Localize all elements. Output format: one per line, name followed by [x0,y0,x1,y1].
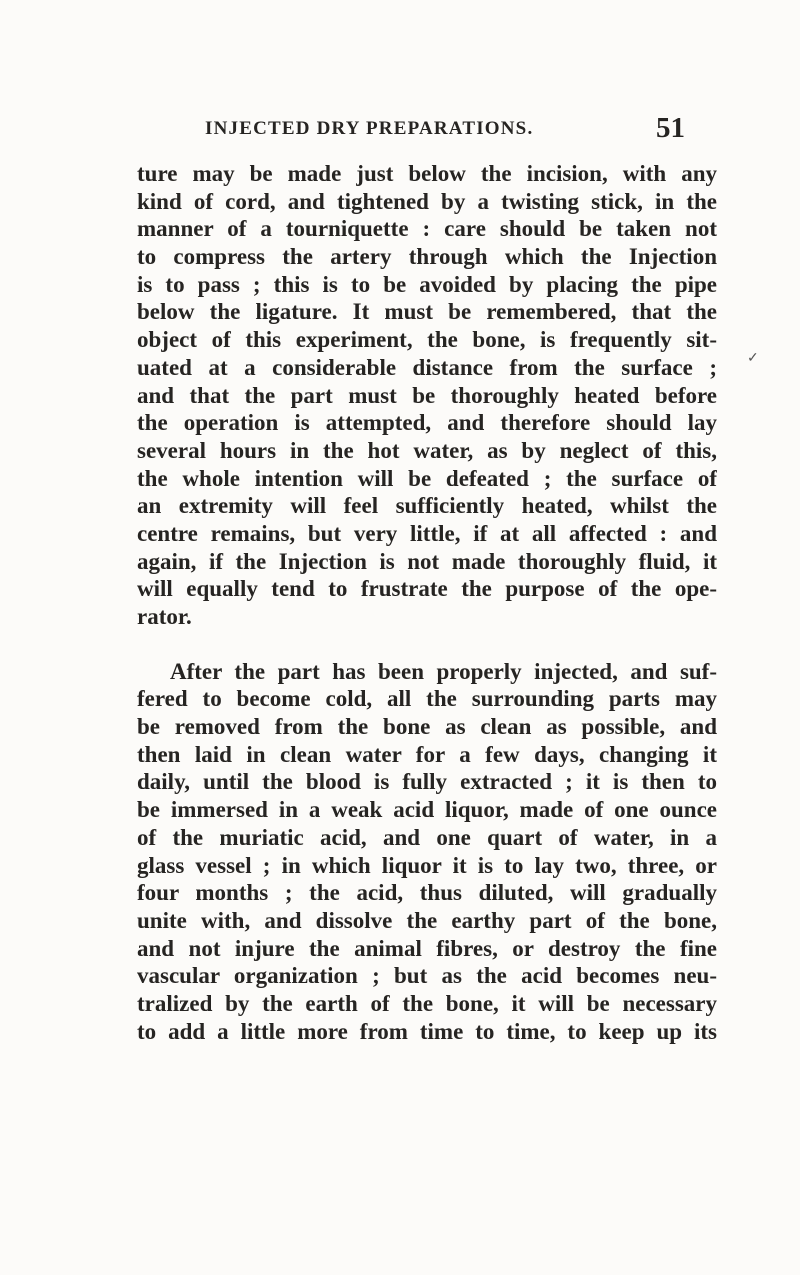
margin-mark: ✓ [747,351,759,366]
text-line: manner of a tourniquette : care should be taken not [137,216,717,242]
text-line: fered to become cold, all the surrounding parts may [137,686,717,712]
text-line: glass vessel ; in which liquor it is to lay two, three, or [137,852,717,878]
paragraph-2 [137,658,717,1046]
text-line: again, if the Injection is not made thoroughly fluid, it [137,548,717,574]
text-line: object of this experiment, the bone, is frequently sit- [137,327,717,353]
text-line: below the ligature. It must be remembered, that the [137,299,717,325]
text-line: be removed from the bone as clean as possible, and [137,714,717,740]
text-line: is to pass ; this is to be avoided by placing the pipe [137,271,717,297]
text-line: then laid in clean water for a few days, changing it [137,741,717,767]
text-line: the whole intention will be defeated ; the surface of [137,465,717,491]
text-line: and not injure the animal fibres, or destroy the fine [137,935,717,961]
paragraph-gap [137,631,717,658]
text-line: will equally tend to frustrate the purpose of the ope- [137,576,717,602]
text-line: uated at a considerable distance from the surface ; [137,354,717,380]
text-line: several hours in the hot water, as by neglect of this, [137,437,717,463]
text-line: vascular organization ; but as the acid becomes neu- [137,963,717,989]
text-line: After the part has been properly injected, and suf- [170,658,717,684]
text-line: the operation is attempted, and therefore should lay [137,410,717,436]
text-line: ture may be made just below the incision, with any [137,161,717,186]
text-line: to add a little more from time to time, to keep up its [137,1018,717,1044]
paragraph-1 [137,160,717,631]
running-title: INJECTED DRY PREPARATIONS. [205,118,534,139]
text-line: centre remains, but very little, if at all affected : and [137,520,717,546]
text-line: kind of cord, and tightened by a twisting stick, in the [137,188,717,214]
text-line: four months ; the acid, thus diluted, will gradually [137,880,717,906]
text-line: of the muriatic acid, and one quart of water, in a [137,824,717,850]
text-line: be immersed in a weak acid liquor, made of one ounce [137,797,717,823]
text-line: daily, until the blood is fully extracted ; it is then to [137,769,717,795]
text-line: and that the part must be thoroughly heated before [137,382,717,408]
page-number: 51 [656,112,685,144]
text-line: unite with, and dissolve the earthy part of the bone, [137,907,717,933]
running-head [205,112,685,148]
text-line: to compress the artery through which the Injection [137,244,717,270]
text-line: rator. [137,604,192,629]
text-line: an extremity will feel sufficiently heated, whilst the [137,493,717,519]
text-line: tralized by the earth of the bone, it will be necessary [137,990,717,1016]
body-text [137,160,717,1045]
